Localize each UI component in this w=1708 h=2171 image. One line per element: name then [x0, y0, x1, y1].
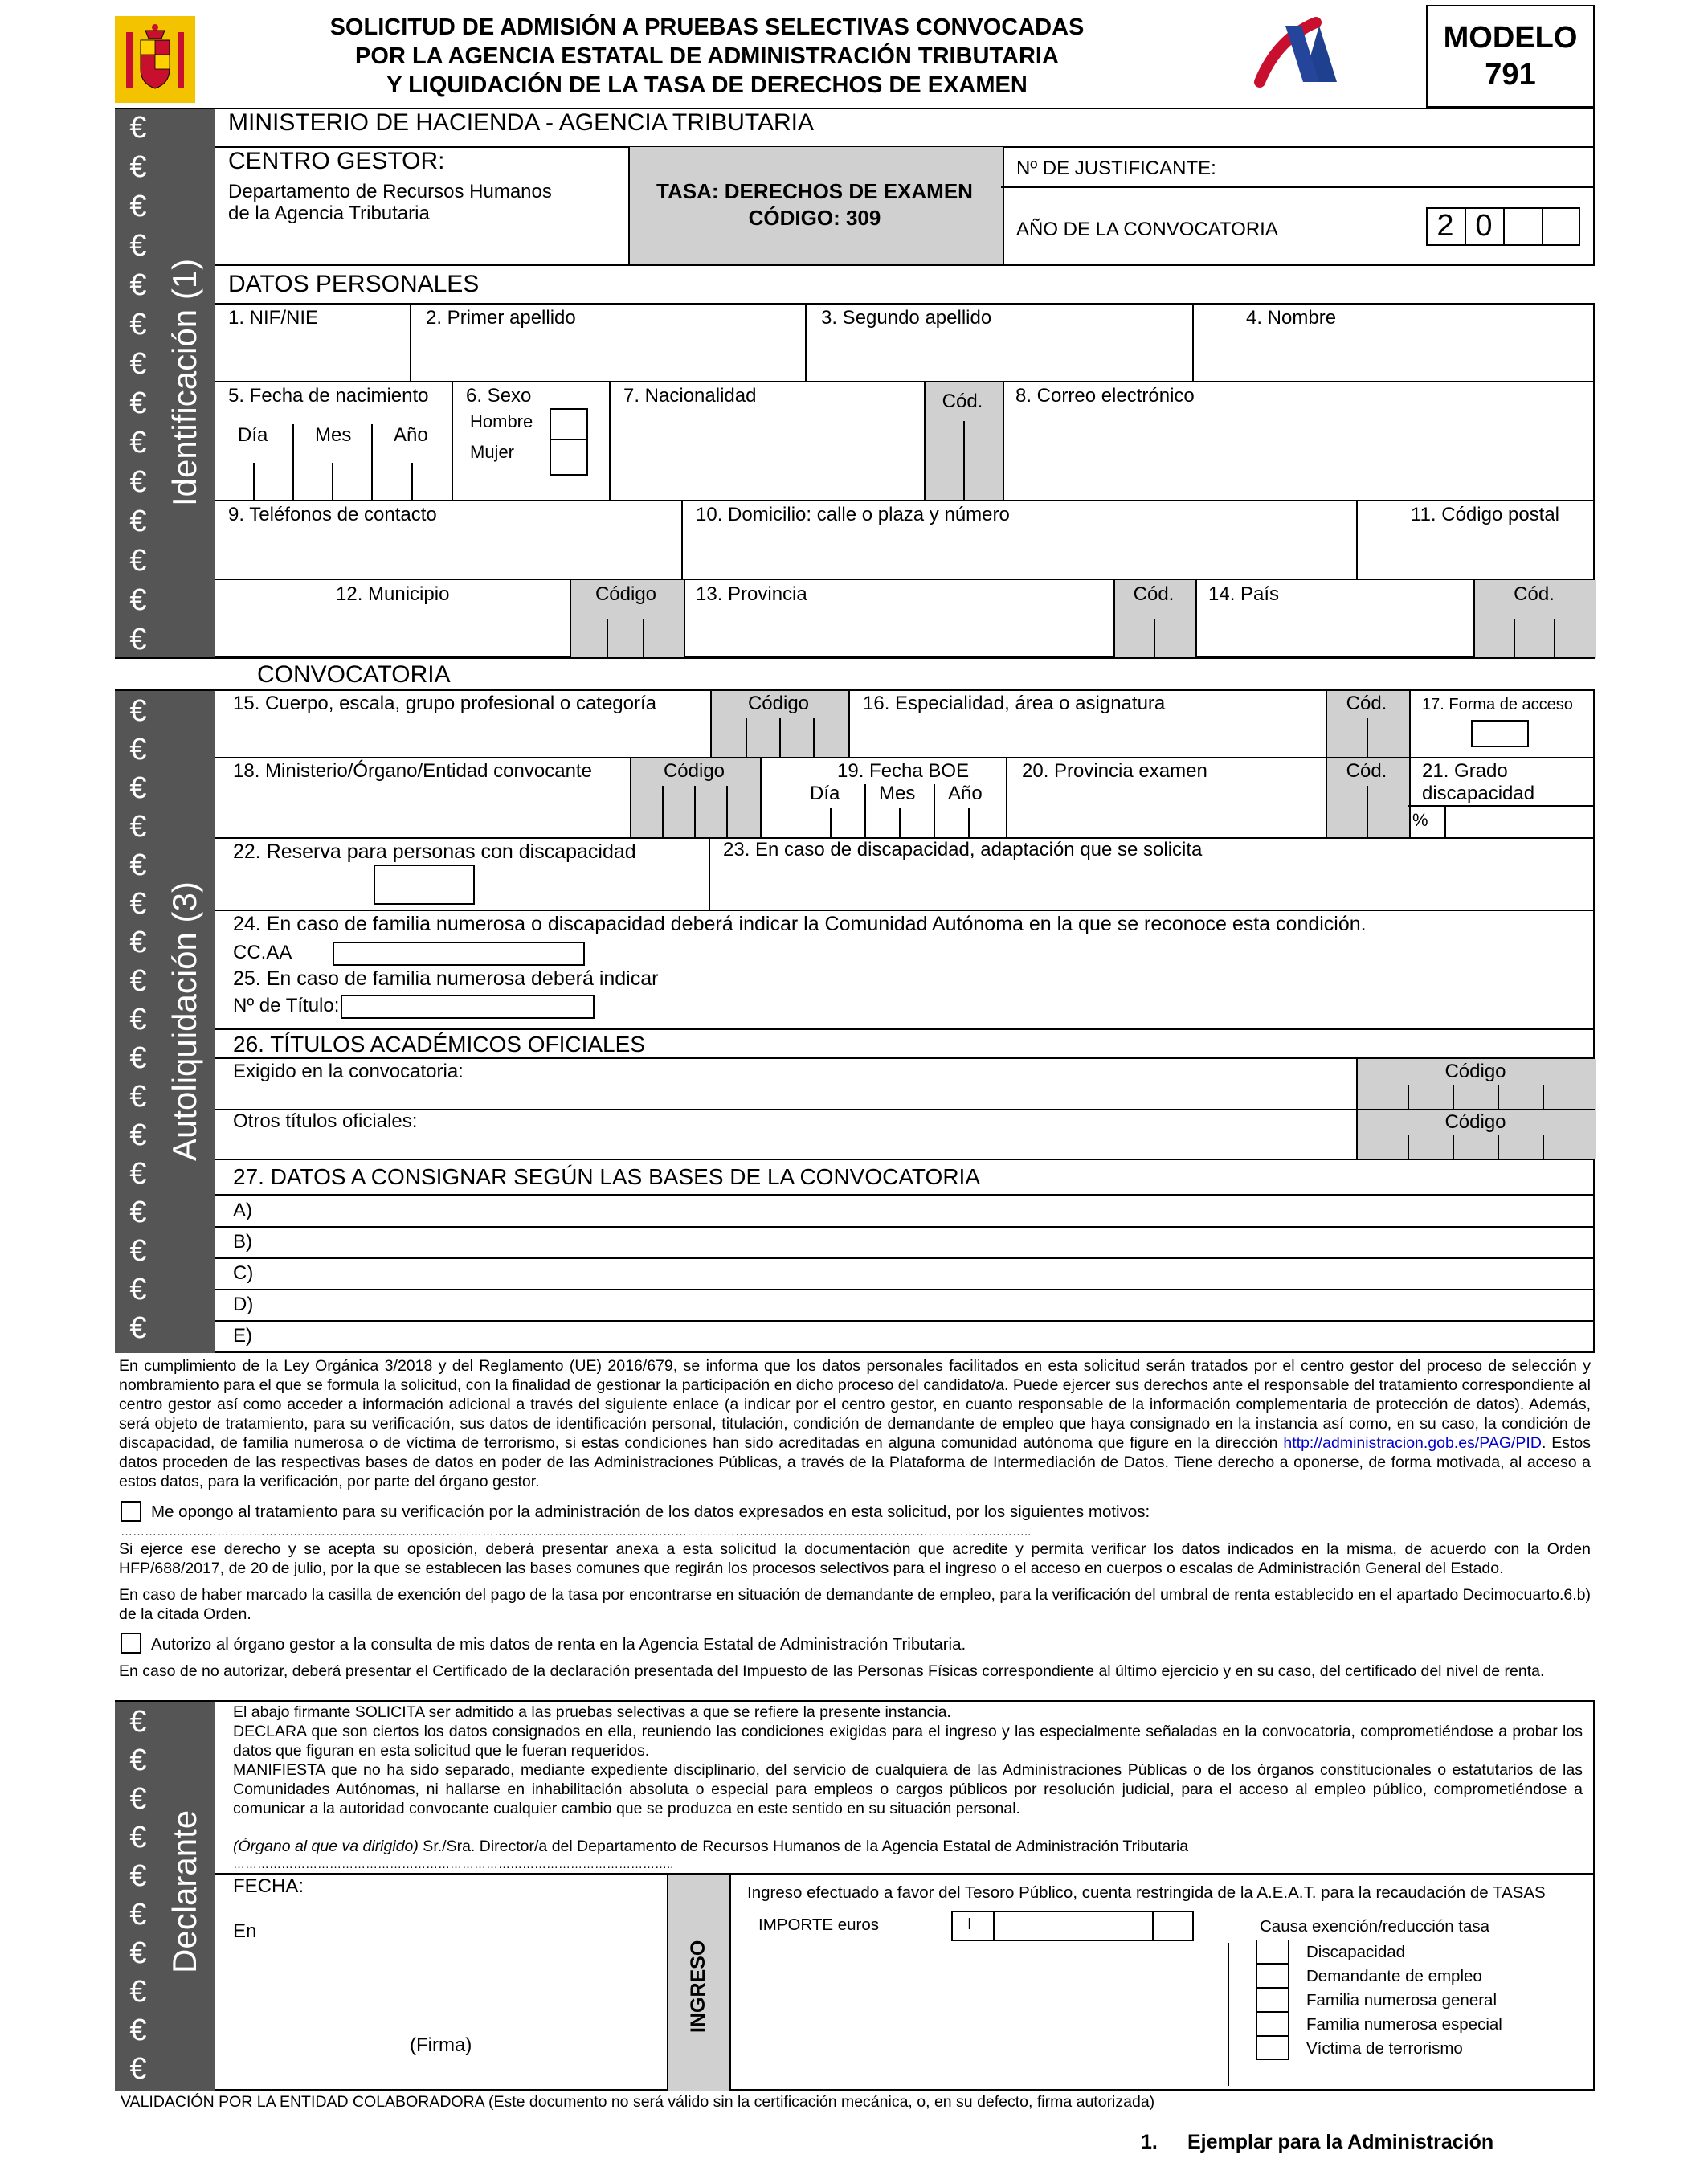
field-forma-acceso-label: 17. Forma de acceso — [1422, 696, 1573, 713]
field-municipio-label: 12. Municipio — [336, 583, 450, 605]
euro-symbol: € — [129, 465, 147, 499]
causa-exencion-label: Causa exención/reducción tasa — [1260, 1917, 1490, 1936]
form-title-line2: POR LA AGENCIA ESTATAL DE ADMINISTRACIÓN TRIBUTARIA — [355, 43, 1059, 69]
euro-symbol: € — [129, 1821, 147, 1854]
boe-dia-label: Día — [810, 783, 840, 804]
ccaa-input[interactable] — [333, 942, 585, 966]
field-domicilio-input[interactable] — [684, 527, 1353, 575]
provincia-cod-label: Cód. — [1133, 583, 1175, 605]
modelo-label: MODELO — [1443, 21, 1578, 55]
opongo-motivos-dots[interactable]: ……………………………………………………………………………………………………………………………………………………………………………………………………….. — [121, 1525, 1032, 1539]
sexo-mujer-checkbox[interactable] — [550, 439, 588, 476]
fecha-nacimiento-input[interactable] — [217, 458, 450, 498]
municipio-codigo-label: Código — [595, 583, 657, 605]
n-titulo-input[interactable] — [341, 995, 595, 1019]
euro-symbol: € — [129, 111, 147, 145]
boe-mes-label: Mes — [879, 783, 916, 804]
field-segundo-apellido-label: 3. Segundo apellido — [821, 307, 992, 329]
causa-label: Demandante de empleo — [1306, 1967, 1482, 1985]
bases-row-input[interactable] — [265, 1196, 1591, 1225]
solicita-text: El abajo firmante SOLICITA ser admitido a las pruebas selectivas a que se refiere la presente instancia. — [233, 1703, 951, 1721]
importe-prefix: I — [967, 1915, 972, 1933]
euro-symbol: € — [129, 810, 147, 844]
privacy-paragraph — [119, 1356, 1591, 1491]
euro-symbol: € — [129, 964, 147, 998]
no-autorizar-paragraph: En caso de no autorizar, deberá presentar el Certificado de la declaración presentada del Impuesto de las Personas Físicas correspondiente al último ejercicio y en su caso, del certificado del nivel de renta. — [119, 1662, 1545, 1680]
euro-symbol: € — [129, 308, 147, 341]
field-reserva-discapacidad-label: 22. Reserva para personas con discapacidad — [233, 840, 636, 863]
organo-dots: ……………………………………………………………………………………………….. — [233, 1858, 674, 1871]
spain-coat-of-arms-logo — [115, 16, 195, 103]
privacy-link[interactable]: http://administracion.gob.es/PAG/PID — [1283, 1434, 1542, 1452]
field-provincia-label: 13. Provincia — [696, 583, 807, 605]
field-primer-apellido-label: 2. Primer apellido — [426, 307, 576, 329]
ingreso-label: INGRESO — [687, 1940, 709, 2033]
centro-gestor-line1: Departamento de Recursos Humanos — [228, 181, 552, 202]
causa-checkbox[interactable] — [1256, 1988, 1289, 2012]
bases-row-input[interactable] — [265, 1322, 1591, 1350]
especialidad-cod-label: Cód. — [1346, 693, 1387, 714]
modelo-number: 791 — [1485, 58, 1536, 92]
euro-symbol: € — [129, 583, 147, 617]
field-municipio-input[interactable] — [217, 607, 567, 656]
bases-row-label: E) — [233, 1325, 252, 1347]
euro-symbol: € — [129, 733, 147, 767]
forma-acceso-input[interactable] — [1471, 720, 1529, 747]
field-primer-apellido-input[interactable] — [413, 329, 802, 378]
field-cuerpo-label: 15. Cuerpo, escala, grupo profesional o categoría — [233, 693, 657, 714]
euro-symbol: € — [129, 1744, 147, 1777]
field-cuerpo-input[interactable] — [217, 717, 707, 755]
fecha-label: FECHA: — [233, 1875, 304, 1897]
field-correo-input[interactable] — [1004, 410, 1591, 497]
euro-symbol: € — [129, 1157, 147, 1191]
opongo-label: Me opongo al tratamiento para su verificación por la administración de los datos expresados en esta solicitud, por los siguientes motivos: — [151, 1503, 1150, 1521]
euro-symbol: € — [129, 229, 147, 263]
field-especialidad-input[interactable] — [850, 717, 1322, 755]
aeat-logo — [1253, 14, 1342, 91]
field-ministerio-input[interactable] — [217, 784, 627, 836]
form-title-line1: SOLICITUD DE ADMISIÓN A PRUEBAS SELECTIVAS CONVOCADAS — [329, 14, 1085, 40]
grado-discapacidad-input[interactable] — [1446, 807, 1593, 836]
importe-input[interactable] — [951, 1911, 1194, 1941]
euro-symbol: € — [129, 926, 147, 959]
field-familia-numerosa-instruction: 25. En caso de familia numerosa deberá indicar — [233, 967, 659, 990]
manifiesta-text: MANIFIESTA que no ha sido separado, mediante expediente disciplinario, del servicio de cualquiera de las Administraciones Públicas o de los órganos constitucionales o estatutarios de las Comunidades Autónomas, ni hallarse en inhabilitación absoluta o especial para empleos o cargos públicos por resolución judicial, para el acceso al empleo público, comprometiéndose a comunicar a la autoridad convocante cualquier cambio que se produzca en este sentido en su situación personal. — [233, 1761, 1583, 1817]
identificacion-side-title: Identificación (1) — [165, 258, 203, 506]
dia-label: Día — [238, 424, 268, 446]
grado-percent-label: % — [1412, 810, 1428, 830]
bases-row-input[interactable] — [265, 1228, 1591, 1256]
euro-symbol: € — [129, 2014, 147, 2047]
privacy-text: En cumplimiento de la Ley Orgánica 3/2018 y del Reglamento (UE) 2016/679, se informa que los datos personales facilitados en esta solicitud serán tratados por el centro gestor del proceso de selección y nombramiento para el que se formula la solicitud, con la finalidad de gestionar la participación en dicho proceso del candidato/a. Puede ejercer sus derechos ante el responsable del tratamiento correspondiente al centro gestor así como acceder a información adicional a través del siguiente enlace (a indicar por el centro gestor, en cuanto responsable de la información complementaria de protección de datos). Además, será objeto de tratamiento, para su verificación, sus datos de identificación personal, titulación, condición de demandante de empleo que haya consignado en la instancia así como, en su caso, la condición de discapacidad, de familia numerosa o de víctima de terrorismo, si estas condiciones han sido acreditadas en alguna comunidad autónoma que figure en la dirección — [119, 1357, 1591, 1452]
causa-label: Familia numerosa especial — [1306, 2015, 1502, 2034]
field-provincia-examen-label: 20. Provincia examen — [1022, 760, 1207, 782]
causa-label: Discapacidad — [1306, 1943, 1406, 1961]
field-correo-label: 8. Correo electrónico — [1015, 385, 1195, 407]
field-nacionalidad-label: 7. Nacionalidad — [623, 385, 757, 407]
exigido-input[interactable] — [217, 1081, 1353, 1107]
anio-convocatoria-label: AÑO DE LA CONVOCATORIA — [1016, 219, 1278, 240]
field-adaptacion-input[interactable] — [712, 861, 1592, 906]
bases-row-label: C) — [233, 1262, 254, 1284]
euro-symbol: € — [129, 1118, 147, 1152]
causa-checkbox[interactable] — [1256, 1940, 1289, 1964]
euro-symbol: € — [129, 848, 147, 882]
euro-symbol: € — [129, 347, 147, 381]
bases-row-input[interactable] — [265, 1290, 1591, 1319]
opongo-checkbox[interactable] — [121, 1501, 141, 1522]
euro-symbol: € — [129, 887, 147, 921]
firma-area[interactable] — [233, 1952, 659, 2033]
ejemplar-number: 1. — [1141, 2131, 1158, 2153]
titulos-academicos-heading: 26. TÍTULOS ACADÉMICOS OFICIALES — [233, 1032, 645, 1057]
field-fecha-boe-label: 19. Fecha BOE — [837, 760, 970, 782]
euro-symbol: € — [129, 1080, 147, 1114]
field-grado-discapacidad-label2: discapacidad — [1422, 783, 1535, 804]
si-ejerce-paragraph: Si ejerce ese derecho y se acepta su oposición, deberá presentar anexa a esta solicitud la documentación que acredite y permita verificar los datos indicados en la misma, de acuerdo con la Orden HFP/688/2017, de 20 de julio, por la que se establecen las bases comunes que regirán los procesos selectivos para el ingreso o el acceso en cuerpos o escalas de Administración General del Estado. — [119, 1540, 1591, 1577]
field-telefonos-label: 9. Teléfonos de contacto — [228, 504, 437, 525]
field-segundo-apellido-input[interactable] — [808, 329, 1189, 378]
n-titulo-label: Nº de Título: — [233, 995, 340, 1016]
euro-symbol: € — [129, 2052, 147, 2086]
tasa-line2: CÓDIGO: 309 — [748, 206, 881, 230]
otros-titulos-label: Otros títulos oficiales: — [233, 1110, 418, 1132]
anio-digit-1: 2 — [1436, 209, 1454, 243]
declarante-side-title: Declarante — [165, 1809, 203, 1973]
autoliquidacion-side-title: Autoliquidación (3) — [165, 881, 203, 1161]
field-nacionalidad-input[interactable] — [612, 410, 921, 497]
centro-gestor-label: CENTRO GESTOR: — [228, 148, 445, 174]
field-ministerio-label: 18. Ministerio/Órgano/Entidad convocante — [233, 760, 592, 782]
importe-label: IMPORTE euros — [758, 1915, 879, 1934]
causa-label: Víctima de terrorismo — [1306, 2039, 1463, 2058]
field-domicilio-label: 10. Domicilio: calle o plaza y número — [696, 504, 1010, 525]
otros-titulos-input[interactable] — [217, 1131, 1353, 1157]
form-title-line3: Y LIQUIDACIÓN DE LA TASA DE DERECHOS DE EXAMEN — [386, 72, 1028, 98]
euro-symbol: € — [129, 268, 147, 302]
fecha-lugar-input[interactable] — [273, 1912, 659, 1944]
field-provincia-input[interactable] — [684, 607, 1110, 656]
causa-checkbox[interactable] — [1256, 2036, 1289, 2060]
euro-symbol: € — [129, 505, 147, 538]
euro-symbol: € — [129, 190, 147, 223]
centro-gestor-line2: de la Agencia Tributaria — [228, 202, 430, 224]
autorizo-checkbox[interactable] — [121, 1633, 141, 1654]
ccaa-label: CC.AA — [233, 942, 292, 963]
causa-checkbox[interactable] — [1256, 2012, 1289, 2036]
euro-symbol: € — [129, 1234, 147, 1268]
declara-text: DECLARA que son ciertos los datos consignados en ella, reuniendo las condiciones exigidas para el ingreso y las especialmente señaladas en la convocatoria, comprometiéndose a probar los datos que figuran en esta solicitud que le fueran requeridos. — [233, 1723, 1583, 1760]
field-codigo-postal-label: 11. Código postal — [1411, 504, 1560, 525]
field-telefonos-input[interactable] — [217, 527, 678, 575]
euro-symbol: € — [129, 1705, 147, 1739]
reserva-discapacidad-input[interactable] — [374, 865, 475, 905]
organo-italic: (Órgano al que va dirigido) — [233, 1838, 419, 1855]
sexo-hombre-checkbox[interactable] — [550, 408, 588, 440]
hombre-label: Hombre — [470, 411, 533, 431]
euro-symbol: € — [129, 150, 147, 184]
anio-digit-2: 0 — [1475, 209, 1493, 243]
euro-symbol: € — [129, 1782, 147, 1816]
ejemplar-label: Ejemplar para la Administración — [1187, 2131, 1494, 2153]
tasa-line1: TASA: DERECHOS DE EXAMEN — [656, 179, 973, 203]
firma-label: (Firma) — [410, 2034, 472, 2056]
exigido-codigo-label: Código — [1444, 1061, 1506, 1082]
euro-symbol: € — [129, 1936, 147, 1970]
mujer-label: Mujer — [470, 442, 515, 462]
field-especialidad-label: 16. Especialidad, área o asignatura — [863, 693, 1166, 714]
euro-symbol: € — [129, 426, 147, 460]
organo-dirigido-text — [233, 1837, 1583, 1856]
bases-row-label: A) — [233, 1200, 252, 1221]
exigido-label: Exigido en la convocatoria: — [233, 1061, 464, 1082]
validacion-text: VALIDACIÓN POR LA ENTIDAD COLABORADORA (Este documento no será válido sin la certificación mecánica, o, en su defecto, firma autorizada) — [121, 2093, 1155, 2111]
euro-symbol: € — [129, 1311, 147, 1345]
en-label: En — [233, 1920, 257, 1942]
justificante-label: Nº DE JUSTIFICANTE: — [1016, 157, 1216, 179]
field-provincia-examen-input[interactable] — [1009, 784, 1322, 836]
datos-personales-heading: DATOS PERSONALES — [228, 271, 480, 297]
euro-symbol: € — [129, 1196, 147, 1229]
bases-row-label: D) — [233, 1294, 254, 1315]
ingreso-text: Ingreso efectuado a favor del Tesoro Público, cuenta restringida de la A.E.A.T. para la recaudación de TASAS — [747, 1883, 1546, 1902]
field-fecha-nacimiento-label: 5. Fecha de nacimiento — [228, 385, 429, 407]
euro-symbol: € — [129, 1041, 147, 1075]
organo-text: Sr./Sra. Director/a del Departamento de Recursos Humanos de la Agencia Estatal de Administración Tributaria — [418, 1838, 1189, 1855]
field-pais-input[interactable] — [1197, 607, 1470, 656]
field-sexo-label: 6. Sexo — [466, 385, 532, 407]
autorizo-label: Autorizo al órgano gestor a la consulta de mis datos de renta en la Agencia Estatal de Administración Tributaria. — [151, 1635, 966, 1654]
anio-label: Año — [394, 424, 428, 446]
euro-symbol: € — [129, 771, 147, 805]
euro-symbol: € — [129, 544, 147, 578]
otros-codigo-label: Código — [1444, 1111, 1506, 1133]
pais-cod-label: Cód. — [1514, 583, 1555, 605]
privacy-text-after: . Estos datos proceden de las respectivas bases de datos en poder de las Administraciones Públicas, a través de la Plataforma de Intermediación de Datos. Tiene derecho a oponerse, de forma motivada, al acceso a estos datos, para la verificación, por parte del órgano gestor. — [119, 1434, 1591, 1490]
euro-symbol: € — [129, 1859, 147, 1893]
nacionalidad-cod-label: Cód. — [942, 390, 983, 412]
euro-symbol: € — [129, 1898, 147, 1932]
provincia-examen-cod-label: Cód. — [1346, 760, 1387, 782]
field-codigo-postal-input[interactable] — [1359, 527, 1592, 575]
euro-symbol: € — [129, 1975, 147, 2009]
field-nombre-input[interactable] — [1195, 329, 1592, 378]
field-pais-label: 14. País — [1208, 583, 1280, 605]
field-nif-label: 1. NIF/NIE — [228, 307, 319, 329]
euro-symbol: € — [129, 1003, 147, 1036]
field-nombre-label: 4. Nombre — [1246, 307, 1337, 329]
boe-anio-label: Año — [948, 783, 983, 804]
causa-checkbox[interactable] — [1256, 1964, 1289, 1988]
euro-symbol: € — [129, 386, 147, 420]
field-nif-input[interactable] — [217, 329, 407, 378]
bases-row-label: B) — [233, 1231, 252, 1253]
euro-symbol: € — [129, 623, 147, 656]
convocatoria-heading: CONVOCATORIA — [257, 661, 451, 688]
field-adaptacion-label: 23. En caso de discapacidad, adaptación que se solicita — [723, 839, 1203, 861]
mes-label: Mes — [315, 424, 352, 446]
exencion-paragraph: En caso de haber marcado la casilla de exención del pago de la tasa por encontrarse en situación de demandante de empleo, para la verificación del umbral de renta establecido en el apartado Decimocuarto.6.b) de la citada Orden. — [119, 1586, 1591, 1623]
euro-symbol: € — [129, 1273, 147, 1306]
cuerpo-codigo-label: Código — [747, 693, 810, 714]
bases-row-input[interactable] — [265, 1259, 1591, 1287]
causa-label: Familia numerosa general — [1306, 1991, 1498, 2010]
euro-symbol: € — [129, 694, 147, 728]
datos-bases-heading: 27. DATOS A CONSIGNAR SEGÚN LAS BASES DE LA CONVOCATORIA — [233, 1164, 980, 1189]
field-ccaa-instruction: 24. En caso de familia numerosa o discapacidad deberá indicar la Comunidad Autónoma en la que se reconoce esta condición. — [233, 913, 1367, 935]
ministerio-heading: MINISTERIO DE HACIENDA - AGENCIA TRIBUTARIA — [228, 109, 815, 136]
ministerio-codigo-label: Código — [663, 760, 725, 782]
field-grado-discapacidad-label1: 21. Grado — [1422, 760, 1508, 782]
